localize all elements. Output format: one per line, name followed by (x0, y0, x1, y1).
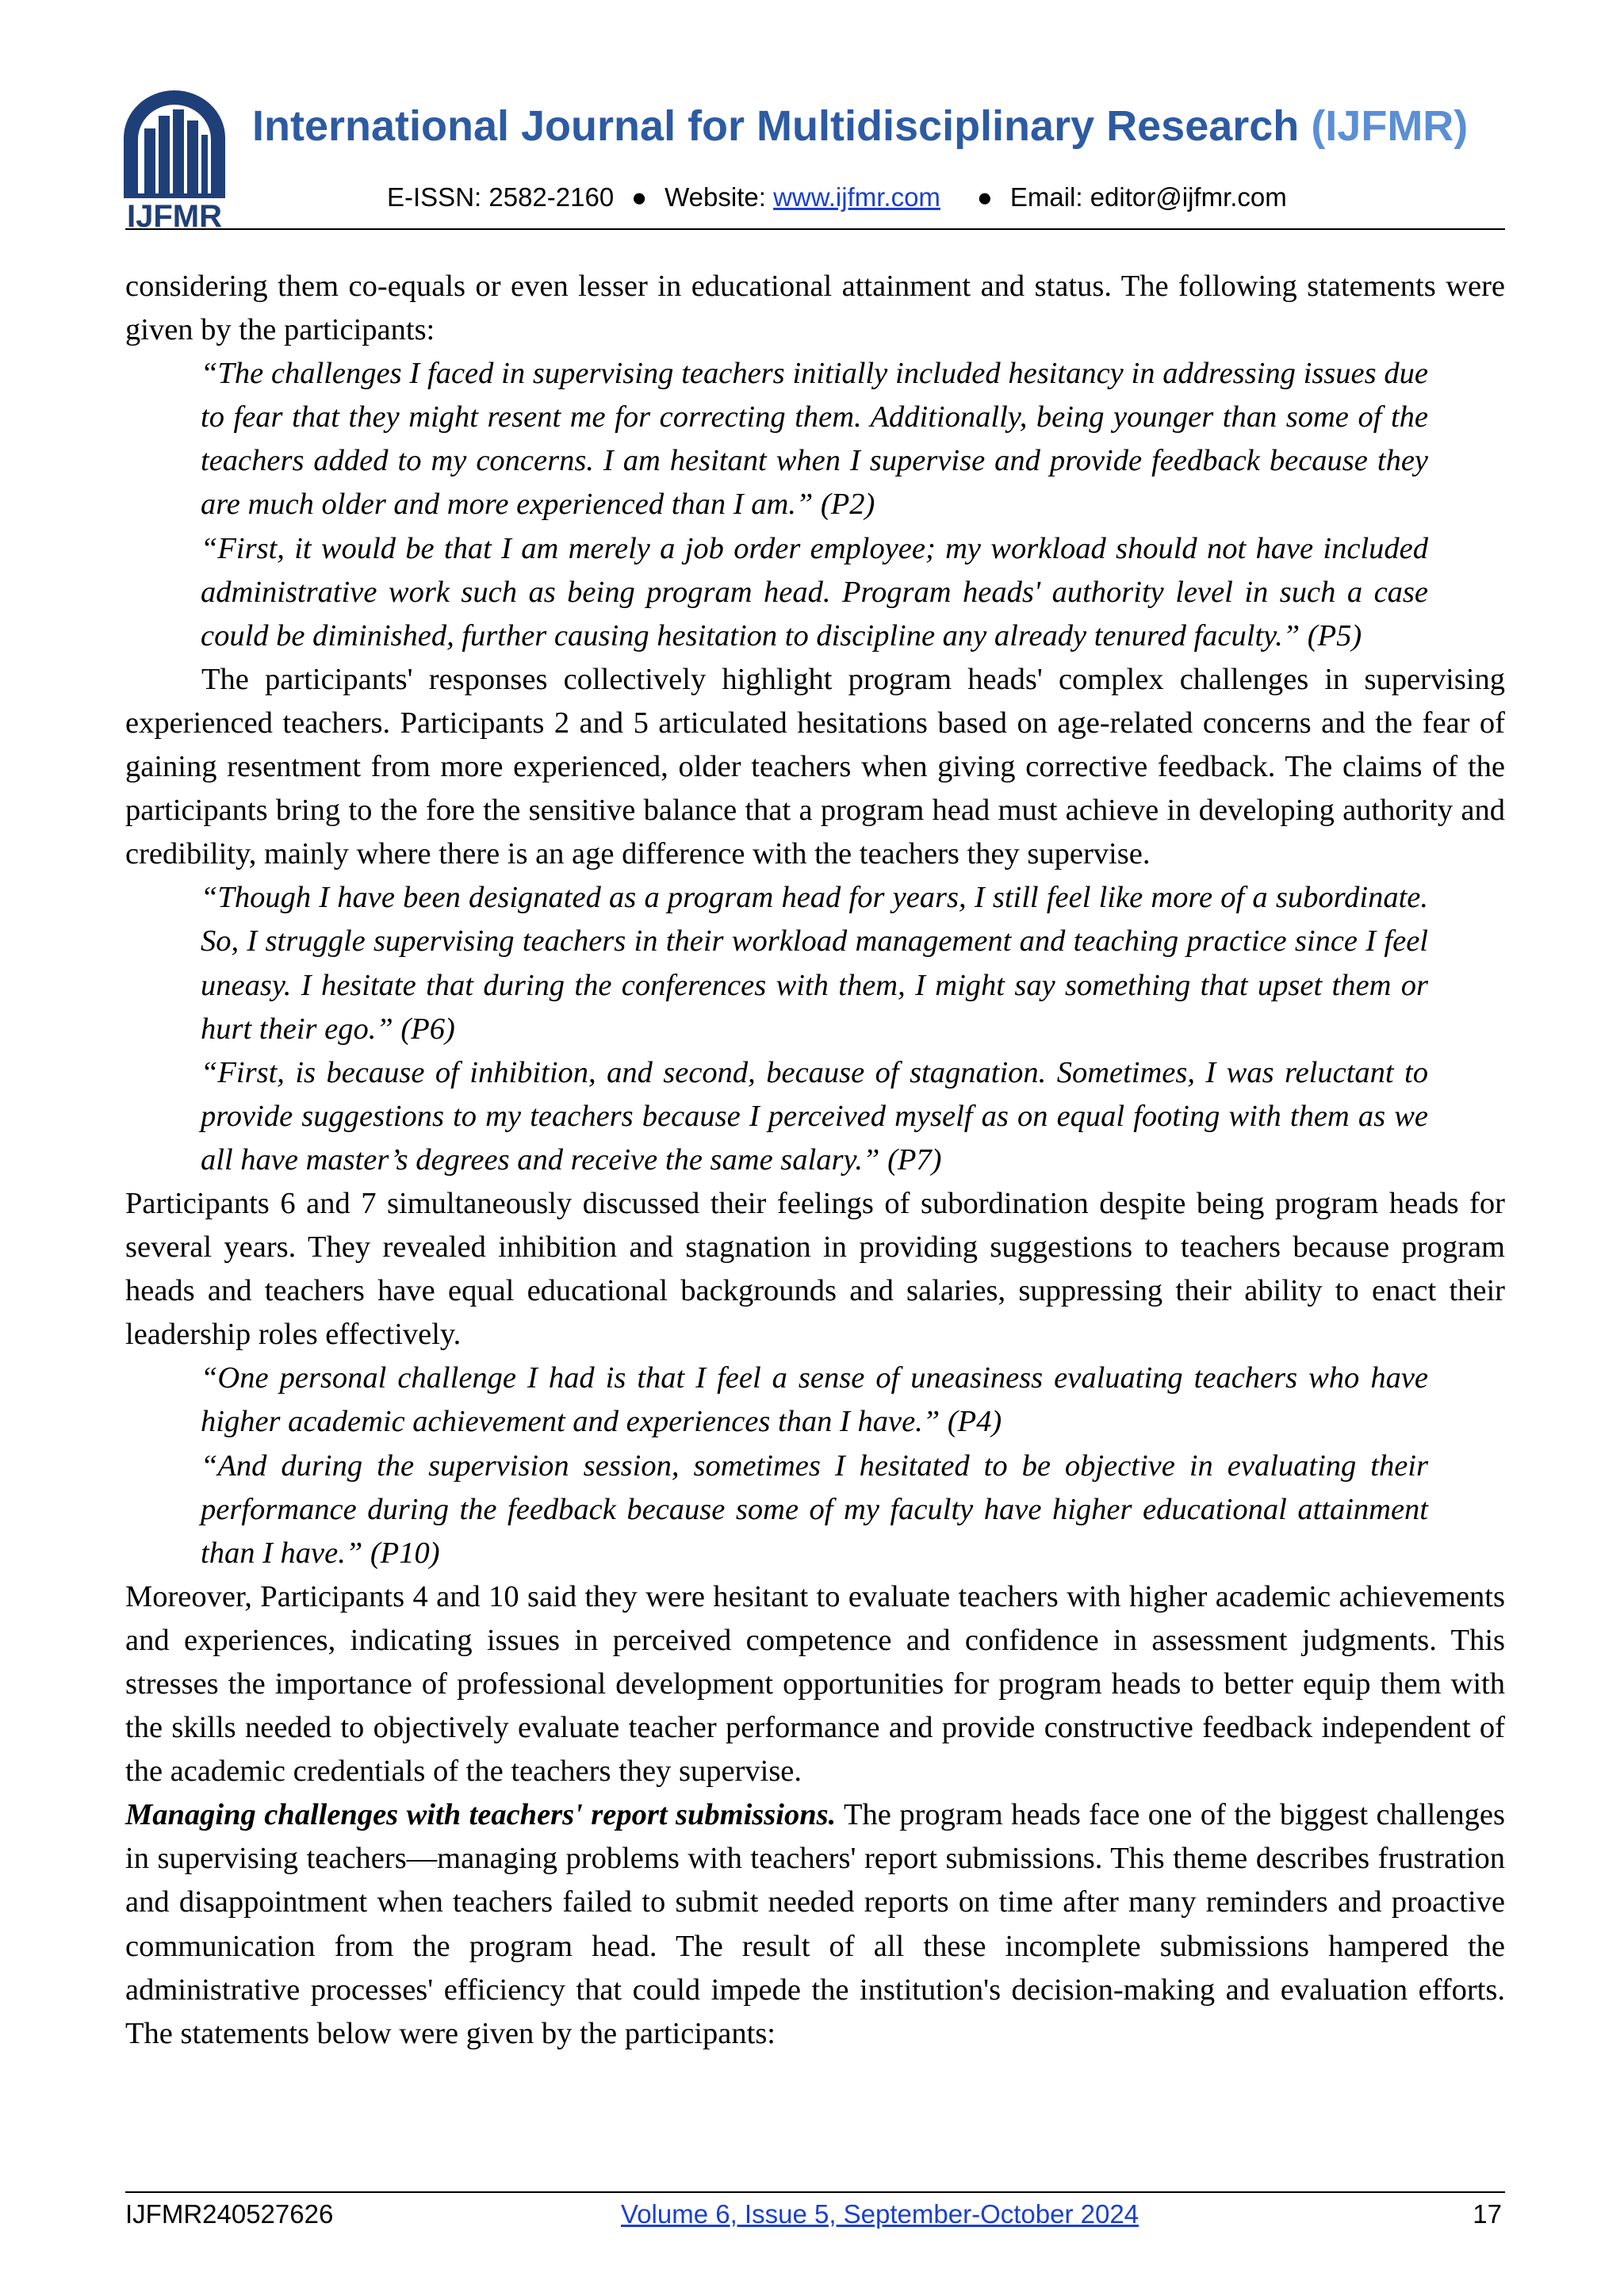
website-label: Website: (665, 182, 766, 212)
participant-quote: “First, it would be that I am merely a job order employee; my workload should not have included administrative work such as being program head. Program heads' authority level in such a case could be diminished, further causing hesitation to discipline any already tenured faculty.” (P5) (201, 531, 1428, 652)
participant-quote: “One personal challenge I had is that I feel a sense of uneasiness evaluating teachers who have higher academic achievement and experiences than I have.” (P4) (201, 1361, 1428, 1439)
participant-quote: “And during the supervision session, sometimes I hesitated to be objective in evaluating their performance during the feedback because some of my faculty have higher educational attainment than I have.” (P10) (201, 1448, 1428, 1570)
theme-heading: Managing challenges with teachers' report submissions. (125, 1798, 837, 1832)
bullet-separator: ● (631, 182, 648, 212)
page-number: 17 (1473, 2199, 1502, 2229)
footer (125, 2199, 1505, 2234)
issn: E-ISSN: 2582-2160 (387, 182, 615, 212)
paragraph: considering them co-equals or even lesser in educational attainment and status. The following statements were given by the participants: (125, 270, 1505, 347)
paragraph: The participants' responses collectively highlight program heads' complex challenges in supervising experienced teachers. Participants 2 and 5 articulated hesitations based on age-related concerns and the fear of gaining resentment from more experienced, older teachers when giving corrective feedback. The claims of the participants bring to the fore the sensitive balance that a program head must achieve in developing authority and credibility, mainly where there is an age difference with the teachers they supervise. (125, 662, 1505, 871)
bullet-separator: ● (976, 182, 993, 212)
article-body (125, 265, 1505, 2056)
theme-paragraph (125, 1793, 1505, 2056)
participant-quote: “Though I have been designated as a program head for years, I still feel like more of a subordinate. So, I struggle supervising teachers in their workload management and teaching practice since I feel uneasy. I hesitate that during the conferences with them, I might say something that upset them or hurt their ego.” (P6) (201, 881, 1428, 1046)
journal-title (252, 101, 1537, 151)
email: Email: editor@ijfmr.com (1009, 182, 1287, 212)
volume-issue-link[interactable]: Volume 6, Issue 5, September-October 2024 (621, 2199, 1139, 2229)
paper-id: IJFMR240527626 (125, 2199, 334, 2229)
logo-text: IJFMR (127, 199, 222, 230)
website-link[interactable]: www.ijfmr.com (773, 182, 940, 212)
participant-quote: “First, is because of inhibition, and second, because of stagnation. Sometimes, I was reluctant to provide suggestions to my teachers because I perceived myself as on equal footing with them as we all have master’s degrees and receive the same salary.” (P7) (201, 1055, 1428, 1177)
participant-quote: “The challenges I faced in supervising teachers initially included hesitancy in addressing issues due to fear that they might resent me for correcting them. Additionally, being younger than some of the teachers added to my concerns. I am hesitant when I supervise and provide feedback because they are much older and more experienced than I am.” (P2) (201, 357, 1428, 522)
ijfmr-logo (119, 89, 230, 230)
journal-name: International Journal for Multidisciplinary Research (252, 102, 1300, 150)
paragraph: Moreover, Participants 4 and 10 said they were hesitant to evaluate teachers with higher academic achievements and experiences, indicating issues in perceived competence and confidence in assessment judgments. This stresses the importance of professional development opportunities for program heads to better equip them with the skills needed to objectively evaluate teacher performance and provide constructive feedback independent of the academic credentials of the teachers they supervise. (125, 1579, 1505, 1789)
journal-abbr: (IJFMR) (1311, 102, 1469, 150)
header-rule (125, 228, 1505, 230)
paragraph: Participants 6 and 7 simultaneously discussed their feelings of subordination despite being program heads for several years. They revealed inhibition and stagnation in providing suggestions to teachers because program heads and teachers have equal educational backgrounds and salaries, suppressing their ability to enact their leadership roles effectively. (125, 1186, 1505, 1352)
theme-text: The program heads face one of the biggest challenges in supervising teachers—managing problems with teachers' report submissions. This theme describes frustration and disappointment when teachers failed to submit needed reports on time after many reminders and proactive communication from the program head. The result of all these incomplete submissions hampered the administrative processes' efficiency that could impede the institution's decision-making and evaluation efforts. The statements below were given by the participants: (125, 1798, 1505, 2050)
footer-rule (125, 2191, 1505, 2193)
header-info (387, 182, 1576, 212)
